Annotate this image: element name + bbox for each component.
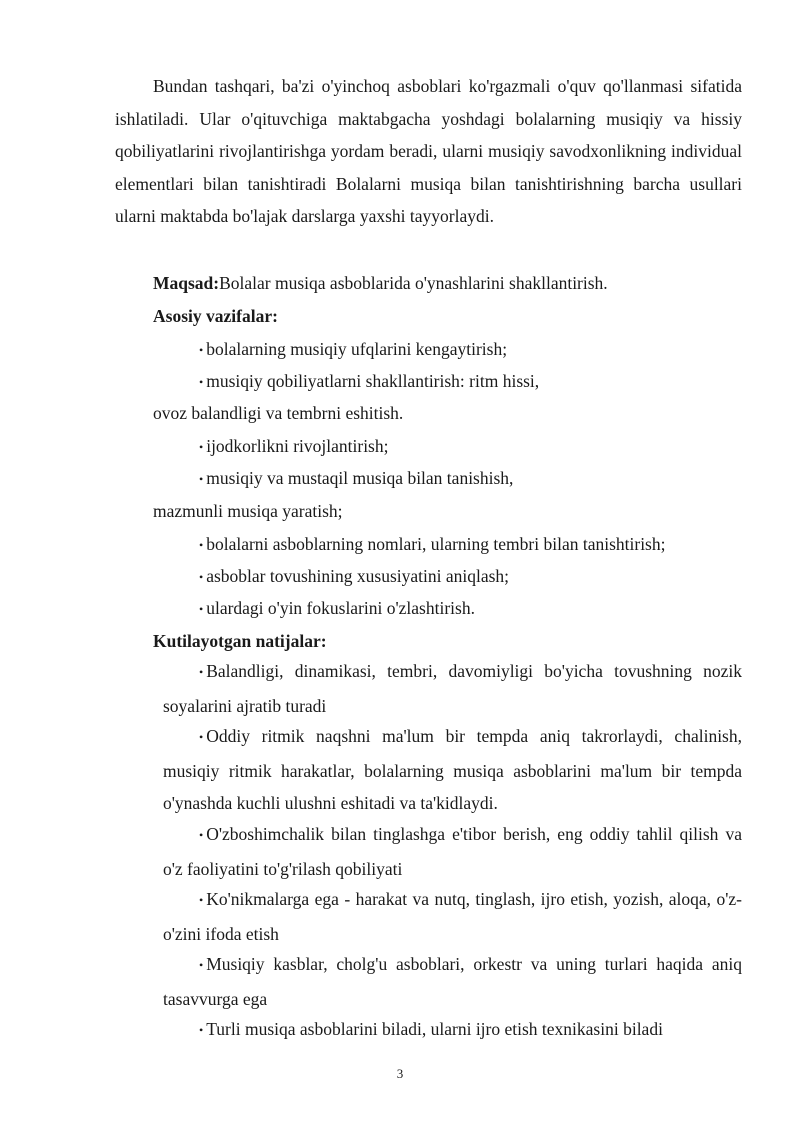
task-continuation-text: mazmunli musiqa yaratish;	[153, 501, 343, 521]
task-item	[199, 533, 665, 557]
bullet-icon: •	[199, 570, 204, 584]
result-text: Balandligi, dinamikasi, tembri, davomiyligi bo'yicha tovushning nozik soyalarini ajratib turadi	[163, 661, 742, 716]
bullet-icon: •	[199, 958, 204, 972]
result-item	[163, 883, 742, 950]
result-text: Ko'nikmalarga ega - harakat va nutq, tinglash, ijro etish, yozish, aloqa, o'z-o'zini ifoda etish	[163, 889, 742, 944]
result-item	[163, 720, 742, 820]
intro-text: Bundan tashqari, ba'zi o'yinchoq asboblari ko'rgazmali o'quv qo'llanmasi sifatida ishlatiladi. Ular o'qituvchiga maktabgacha yoshdagi bolalarning musiqiy va hissiy qobiliyatlarini rivojlantirishga yordam beradi, ularni musiqiy savodxonlikning individual elementlari bilan tanishtiradi Bolalarni musiqa bilan tanishtirishning barcha usullari ularni maktabda bo'lajak darslarga yaxshi tayyorlaydi.	[115, 76, 742, 227]
bullet-icon: •	[199, 440, 204, 454]
page-number: 3	[396, 1066, 404, 1081]
result-item	[163, 948, 742, 1015]
task-item	[199, 338, 507, 362]
result-text: O'zboshimchalik bilan tinglashga e'tibor berish, eng oddiy tahlil qilish va o'z faoliyatini to'g'rilash qobiliyati	[163, 824, 742, 879]
task-text: musiqiy va mustaqil musiqa bilan tanishish,	[206, 468, 514, 488]
goal-line	[153, 272, 608, 294]
task-text: bolalarning musiqiy ufqlarini kengaytirish;	[206, 339, 508, 359]
result-item	[163, 655, 742, 722]
task-item	[199, 565, 509, 589]
bullet-icon: •	[199, 893, 204, 907]
result-item	[163, 1013, 742, 1048]
task-text: musiqiy qobiliyatlarni shakllantirish: ritm hissi,	[206, 371, 540, 391]
result-text: Turli musiqa asboblarini biladi, ularni ijro etish texnikasini biladi	[206, 1019, 663, 1039]
task-text: bolalarni asboblarning nomlari, ularning tembri bilan tanishtirish;	[206, 534, 666, 554]
bullet-icon: •	[199, 375, 204, 389]
result-text: Oddiy ritmik naqshni ma'lum bir tempda aniq takrorlaydi, chalinish, musiqiy ritmik harakatlar, bolalarning musiqa asboblarini ma'lum bir tempda o'ynashda kuchli ulushni eshitadi va ta'kidlaydi.	[163, 726, 742, 814]
intro-paragraph	[115, 70, 742, 233]
task-item	[199, 435, 388, 459]
task-item	[199, 467, 513, 491]
bullet-icon: •	[199, 828, 204, 842]
results-heading	[153, 630, 327, 652]
task-text: ijodkorlikni rivojlantirish;	[206, 436, 389, 456]
tasks-heading-text: Asosiy vazifalar:	[153, 306, 278, 326]
bullet-icon: •	[199, 343, 204, 357]
task-item	[199, 370, 539, 394]
task-text: ulardagi o'yin fokuslarini o'zlashtirish.	[206, 598, 475, 618]
bullet-icon: •	[199, 602, 204, 616]
goal-label: Maqsad:	[153, 273, 220, 293]
bullet-icon: •	[199, 472, 204, 486]
bullet-icon: •	[199, 538, 204, 552]
result-item	[163, 818, 742, 885]
task-continuation	[153, 500, 343, 522]
tasks-heading	[153, 305, 278, 327]
result-text: Musiqiy kasblar, cholg'u asboblari, orkestr va uning turlari haqida aniq tasavvurga ega	[163, 954, 742, 1009]
bullet-icon: •	[199, 1023, 204, 1037]
results-heading-text: Kutilayotgan natijalar:	[153, 631, 327, 651]
task-text: asboblar tovushining xususiyatini aniqlash;	[206, 566, 510, 586]
bullet-icon: •	[199, 730, 204, 744]
task-continuation-text: ovoz balandligi va tembrni eshitish.	[153, 403, 404, 423]
goal-text: Bolalar musiqa asboblarida o'ynashlarini shakllantirish.	[219, 273, 608, 293]
bullet-icon: •	[199, 665, 204, 679]
task-item	[199, 597, 475, 621]
task-continuation	[153, 402, 403, 424]
